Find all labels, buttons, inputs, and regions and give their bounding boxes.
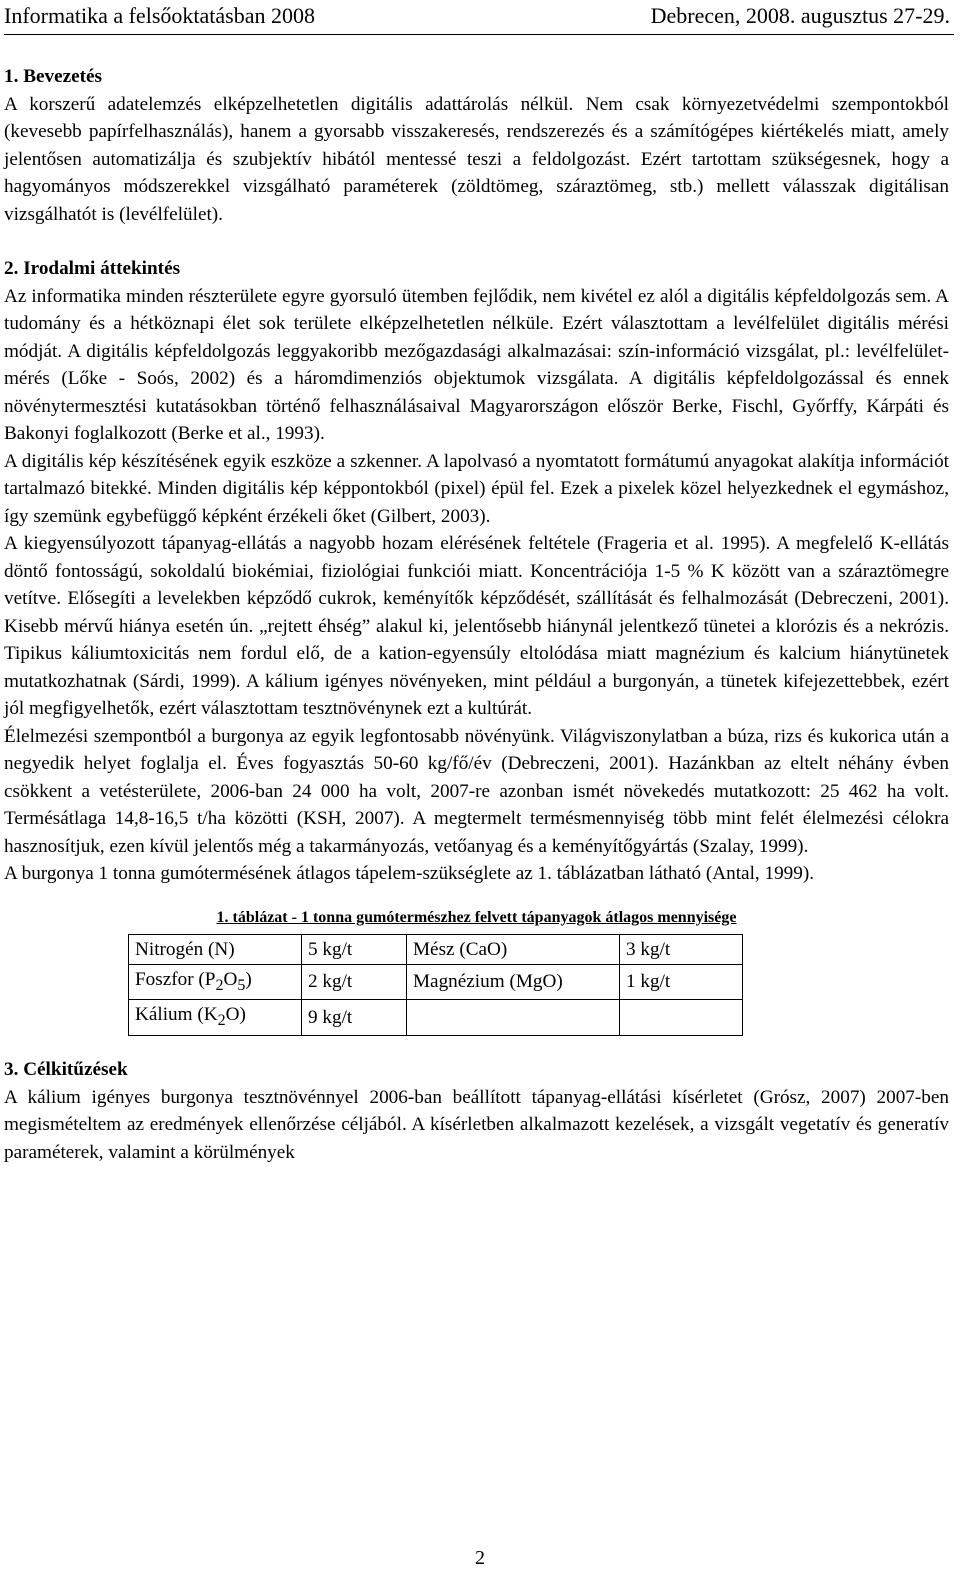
- section-2-paragraph-5: A burgonya 1 tonna gumótermésének átlagos tápelem-szükséglete az 1. táblázatban látható (Antal, 1999).: [4, 863, 815, 884]
- header-conference-title: Informatika a felsőoktatásban 2008: [4, 3, 315, 28]
- table-cell: Mész (CaO): [407, 934, 620, 964]
- table-cell: 2 kg/t: [302, 964, 407, 1000]
- table-row: [129, 964, 743, 1000]
- table-row: [129, 1000, 743, 1036]
- table-cell: 3 kg/t: [620, 934, 743, 964]
- section-2-heading: 2. Irodalmi áttekintés: [4, 258, 181, 279]
- table-cell: [620, 1000, 743, 1036]
- table-cell: 1 kg/t: [620, 964, 743, 1000]
- section-2-paragraph-3: A kiegyensúlyozott tápanyag-ellátás a nagyobb hozam elérésének feltétele (Frageria et al. 1995). A megfelelő K-ellátás döntő fontosságú, sokoldalú biokémiai, fiziológiai funkciói miatt. Koncentrációja 1-5 % K között van a száraztömegre vetítve. Elősegíti a levelekben képződő cukrok, keményítők képződését, szállítását és felhalmozását (Debreczeni, 2001). Kisebb mérvű hiánya esetén ún. „rejtett éhség” alakul ki, jelentősebb hiánynál jelentkező tünetei a klorózis és a nekrózis. Tipikus káliumtoxicitás nem fordul elő, de a kation-egyensúly eltolódása miatt magnézium és kalcium hiánytünetek mutatkozhatnak (Sárdi, 1999). A kálium igényes növényeken, mint például a burgonyán, a tünetek kifejezettebbek, ezért jól megfigyelhetők, ezért választottam tesztnövénynek ezt a kultúrát.: [4, 533, 949, 719]
- table-cell: Foszfor $(P_2O_5)$: [129, 964, 302, 1000]
- running-header: [4, 0, 954, 35]
- page-number: 2: [475, 1547, 485, 1569]
- header-place-date: Debrecen, 2008. augusztus 27-29.: [650, 3, 950, 28]
- section-1-heading: 1. Bevezetés: [4, 66, 103, 87]
- table-cell: 9 kg/t: [302, 1000, 407, 1036]
- table-cell: 5 kg/t: [302, 934, 407, 964]
- table-caption: 1. táblázat - 1 tonna gumótermészhez felvett tápanyagok átlagos mennyisége: [216, 908, 737, 926]
- table-cell: Magnézium (MgO): [407, 964, 620, 1000]
- table-cell: [407, 1000, 620, 1036]
- section-2-paragraph-2: A digitális kép készítésének egyik eszköze a szkenner. A lapolvasó a nyomtatott formátumú anyagokat alakítja információt tartalmazó bitekké. Minden digitális kép képpontokból (pixel) épül fel. Ezek a pixelek közel helyezkednek el egymáshoz, így szemünk egybefüggő képként érzékeli őket (Gilbert, 2003).: [4, 450, 949, 527]
- section-2-paragraph-4: Élelmezési szempontból a burgonya az egyik legfontosabb növényünk. Világviszonylatban a búza, rizs és kukorica után a negyedik helyet foglalja el. Éves fogyasztás 50-60 kg/fő/év (Debreczeni, 2001). Hazánkban az eltelt néhány évben csökkent a vetésterülete, 2006-ban 24 000 ha volt, 2007-re azonban ismét növekedés mutatkozott: 25 462 ha volt. Termésátlaga 14,8-16,5 t/ha közötti (KSH, 2007). A megtermelt termésmennyiség több mint felét élelmezési célokra hasznosítjuk, ezen kívül jelentős még a takarmányozás, vetőanyag és a keményítőgyártás (Szalay, 1999).: [4, 725, 949, 857]
- section-1-paragraph: A korszerű adatelemzés elképzelhetetlen digitális adattárolás nélkül. Nem csak környezetvédelmi szempontokból (kevesebb papírfelhasználás), hanem a gyorsabb visszakeresés, rendszerezés és a számítógépes kiértékelés miatt, amely jelentősen automatizálja és szubjektív hibától mentessé teszi a feldolgozást. Ezért tartottam szükségesnek, hogy a hagyományos módszerekkel vizsgálható paraméterek (zöldtömeg, száraztömeg, stb.) mellett válasszak digitálisan vizsgálhatót is (levélfelület).: [4, 93, 949, 225]
- page-body: [4, 63, 949, 1166]
- table-cell: Nitrogén (N): [129, 934, 302, 964]
- section-3-heading: 3. Célkitűzések: [4, 1059, 128, 1081]
- section-3-paragraph: A kálium igényes burgonya tesztnövénnyel 2006-ban beállított tápanyag-ellátási kísérletet (Grósz, 2007) 2007-ben megismételtem az eredmények ellenőrzése céljából. A kísérletben alkalmazott kezelések, a vizsgált vegetatív és generatív paraméterek, valamint a körülmények: [4, 1086, 949, 1163]
- table-row: [129, 934, 743, 964]
- table-cell: Kálium $(K_2O)$: [129, 1000, 302, 1036]
- nutrient-table: [128, 934, 743, 1037]
- section-2-paragraph-1: Az informatika minden részterülete egyre gyorsuló ütemben fejlődik, nem kivétel ez alól a digitális képfeldolgozás sem. A tudomány és a hétköznapi élet sok területe elképzelhetetlen nélküle. Ezért választottam a levélfelület digitális mérési módját. A digitális képfeldolgozás leggyakoribb mezőgazdasági alkalmazásai: szín-információ vizsgálat, pl.: levélfelület-mérés (Lőke - Soós, 2002) és a háromdimenziós objektumok vizsgálata. A digitális képfeldolgozással és ennek növénytermesztési kutatásokban történő felhasználásaival Magyarországon először Berke, Fischl, Győrffy, Kárpáti és Bakonyi foglalkozott (Berke et al., 1993).: [4, 285, 949, 444]
